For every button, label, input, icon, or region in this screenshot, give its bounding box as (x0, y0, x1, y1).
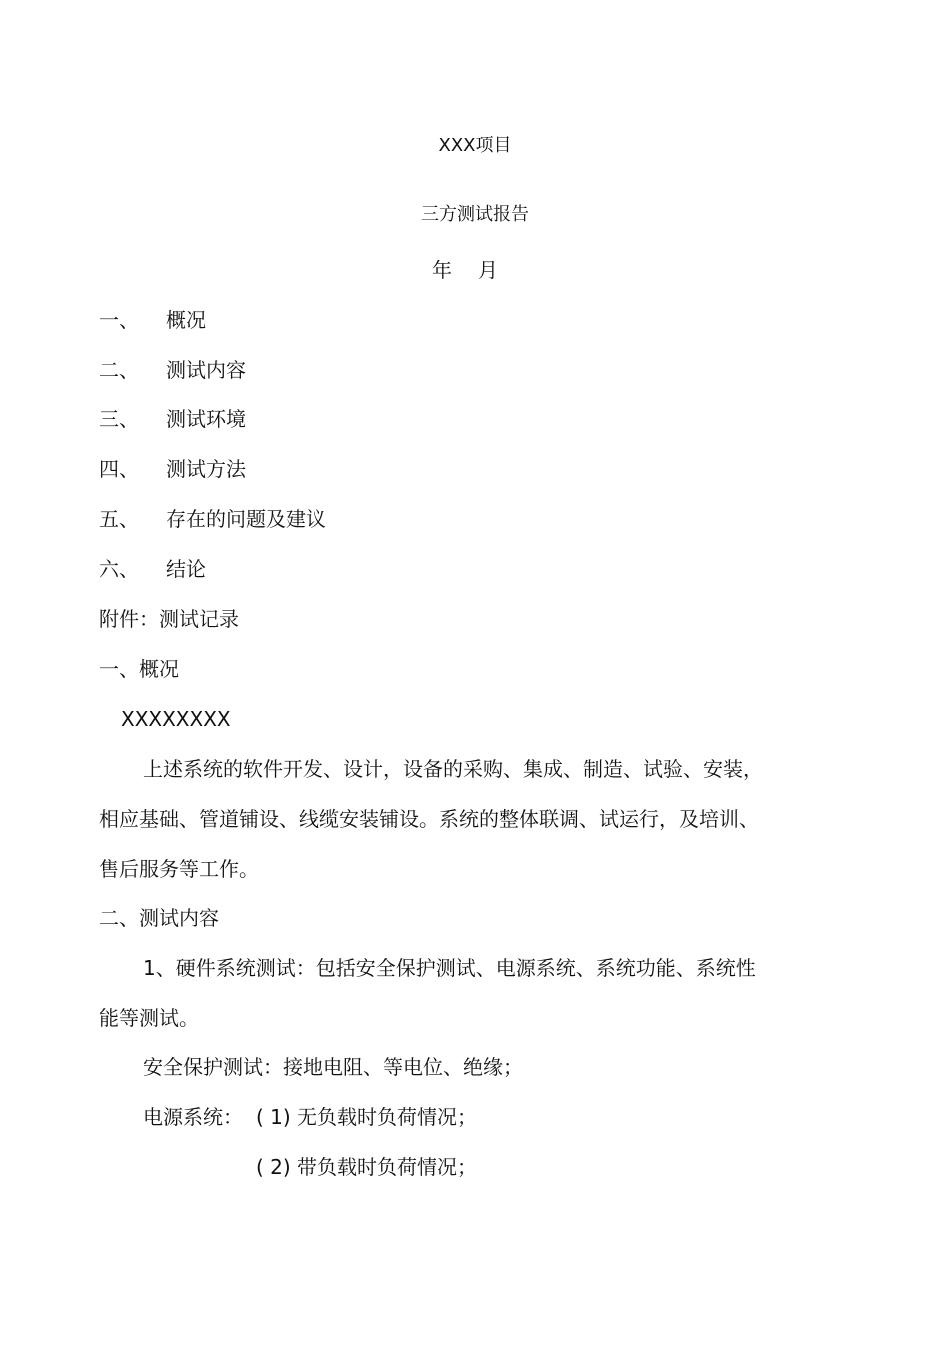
toc-label: 结论 (166, 557, 206, 581)
section1-paragraph-line: 相应基础、管道铺设、线缆安装铺设。系统的整体联调、试运行，及培训、 (99, 807, 759, 831)
power-item: ( 1) 无负载时负荷情况； (256, 1105, 478, 1129)
section1-placeholder: XXXXXXXX (121, 707, 231, 731)
appendix-line: 附件：测试记录 (99, 607, 239, 631)
toc-label: 概况 (166, 308, 206, 332)
toc-label: 测试方法 (166, 457, 246, 481)
section2-item1-line: 能等测试。 (99, 1006, 199, 1030)
toc-number: 五、 (99, 507, 139, 531)
document-subtitle: 三方测试报告 (421, 204, 529, 225)
toc-number: 六、 (99, 557, 139, 581)
section1-paragraph-line: 上述系统的软件开发、设计，设备的采购、集成、制造、试验、安装， (143, 757, 763, 781)
section1-heading: 一、概况 (99, 657, 179, 681)
toc-number: 四、 (99, 457, 139, 481)
safety-test-line: 安全保护测试：接地电阻、等电位、绝缘； (143, 1055, 523, 1079)
toc-number: 三、 (99, 407, 139, 431)
toc-label: 测试内容 (166, 358, 246, 382)
toc-label: 测试环境 (166, 407, 246, 431)
power-system-label: 电源系统： (143, 1105, 243, 1129)
date-month-label: 月 (478, 258, 498, 282)
section2-item1-line: 1、硬件系统测试：包括安全保护测试、电源系统、系统功能、系统性 (143, 956, 756, 980)
toc-label: 存在的问题及建议 (166, 507, 326, 531)
section2-heading: 二、测试内容 (99, 906, 219, 930)
document-title: XXX项目 (438, 135, 512, 156)
toc-number: 二、 (99, 358, 139, 382)
date-year-label: 年 (432, 258, 452, 282)
toc-number: 一、 (99, 308, 139, 332)
section1-paragraph-line: 售后服务等工作。 (99, 857, 259, 881)
power-item: ( 2) 带负载时负荷情况； (256, 1155, 478, 1179)
